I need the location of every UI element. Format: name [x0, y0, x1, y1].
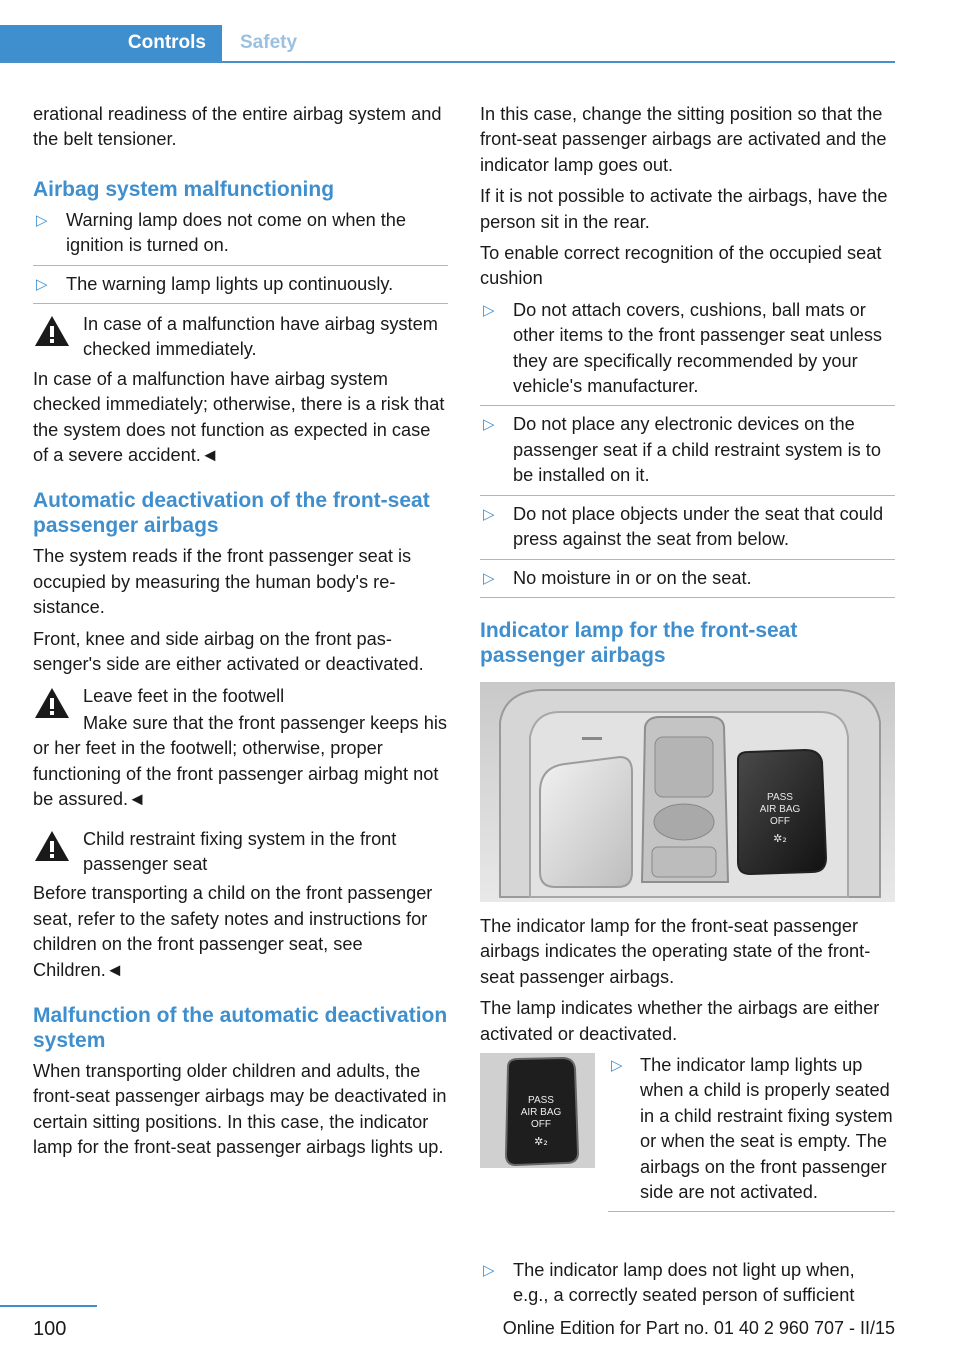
heading-indicator-lamp: Indicator lamp for the front-seat passenger airbags [480, 618, 798, 667]
warning-triangle-icon [33, 314, 71, 348]
left-column [33, 102, 448, 1167]
list-item-text: The warning lamp lights up continuously. [66, 273, 394, 294]
page-number: 100 [33, 1318, 67, 1340]
page-number-rule [0, 1305, 97, 1307]
list-item-text: The indicator lamp lights up when a child is properly seated in a child restraint fixing system or when the seat is empty. The airbags on the front passenger side are not activated. [640, 1054, 893, 1202]
warning-title: In case of a malfunction have airbag system checked immediately. [83, 314, 438, 360]
warning-text: Before transporting a child on the front passenger seat, refer to the safety notes and instructions for children on the front passenger seat, see Children.◄ [33, 883, 433, 980]
list-item-text: Do not place objects under the seat that could press against the seat from below. [513, 503, 884, 550]
right-paragraph-2: If it is not possible to activate the airbags, have the person sit in the rear. [480, 186, 888, 232]
indicator-paragraph-2: The lamp indicates whether the airbags are either activated or deactivated. [480, 998, 880, 1044]
list-item-text: No moisture in or on the seat. [513, 567, 752, 588]
list-item [608, 1053, 895, 1212]
malfunction-paragraph: When transporting older children and adults, the front-seat passenger airbags may be deactivated in certain sitting positions. In this case, the indicator lamp for the front-seat passenger airbags lights up. [33, 1060, 447, 1158]
warning-note [33, 827, 448, 878]
list-item [480, 502, 895, 560]
svg-text:PASS: PASS [528, 1094, 554, 1106]
airbag-panel-photo [480, 682, 895, 902]
warning-text: Make sure that the front passenger keeps his or her feet in the footwell; otherwise, proper functioning of the front passenger airbag might not be assured.◄ [33, 712, 447, 810]
svg-text:✲₂: ✲₂ [534, 1134, 548, 1148]
tab-safety[interactable]: Safety [240, 32, 298, 53]
heading-malfunction-automatic: Malfunction of the automatic deactivation system [33, 1003, 448, 1052]
right-paragraph-1: In this case, change the sitting position so that the front-seat passenger airbags are activated and the indicator lamp goes out. [480, 104, 887, 175]
warning-triangle-icon [33, 686, 71, 720]
right-column [480, 102, 895, 1321]
warning-text: In case of a malfunction have airbag system checked immediately; otherwise, there is a risk that the system does not function as expected in case of a severe accident.◄ [33, 368, 445, 466]
lamp-detail-row [480, 1053, 895, 1258]
list-item [480, 1258, 895, 1315]
list-item-text: Warning lamp does not come on when the ignition is turned on. [66, 209, 407, 256]
warning-triangle-icon [33, 829, 71, 863]
list-item [480, 412, 895, 495]
svg-text:AIR BAG: AIR BAG [759, 803, 801, 815]
svg-text:OFF: OFF [531, 1118, 551, 1130]
triangle-bullet-icon: ▷ [483, 505, 495, 523]
pass-airbag-off-label: PASS [767, 791, 793, 803]
auto-paragraph-1: The system reads if the front passenger seat is occupied by measuring the human body's resistance. [33, 546, 412, 618]
triangle-bullet-icon: ▷ [36, 275, 48, 293]
list-item-text: Do not place any electronic devices on the passenger seat if a child restraint system is to be installed on it. [513, 414, 881, 486]
svg-text:OFF: OFF [770, 815, 790, 827]
intro-paragraph: erational readiness of the entire airbag system and the belt tensioner. [33, 104, 442, 150]
list-item [480, 298, 895, 407]
warning-note [33, 312, 448, 363]
triangle-bullet-icon: ▷ [483, 1261, 495, 1279]
warning-title: Child restraint fixing system in the front passenger seat [83, 828, 397, 874]
header-tabs [0, 25, 895, 63]
right-paragraph-3: To enable correct recognition of the occupied seat cushion [480, 243, 882, 289]
warning-title: Leave feet in the footwell [83, 685, 285, 706]
list-item-text: The indicator lamp does not light up when, e.g., a correctly seated person of sufficient [513, 1259, 855, 1306]
list-item [33, 272, 448, 304]
heading-airbag-malfunction: Airbag system malfunctioning [33, 177, 335, 201]
heading-automatic-deactivation: Automatic deactivation of the front-seat passenger airbags [33, 489, 430, 538]
list-item [33, 208, 448, 266]
svg-text:AIR BAG: AIR BAG [520, 1106, 562, 1118]
airbag-off-lamp-image [480, 1053, 595, 1168]
triangle-bullet-icon: ▷ [611, 1056, 623, 1074]
triangle-bullet-icon: ▷ [36, 211, 48, 229]
edition-footer: Online Edition for Part no. 01 40 2 960 707 - II/15 [502, 1318, 895, 1338]
auto-paragraph-2: Front, knee and side airbag on the front passenger's side are either activated or deactivated. [33, 628, 424, 675]
triangle-bullet-icon: ▷ [483, 569, 495, 587]
warning-note [33, 684, 448, 709]
indicator-paragraph-1: The indicator lamp for the front-seat passenger airbags indicates the operating state of the front-seat passenger airbags. [480, 915, 871, 987]
triangle-bullet-icon: ▷ [483, 301, 495, 319]
tab-controls[interactable]: Controls [0, 25, 222, 61]
triangle-bullet-icon: ▷ [483, 416, 495, 434]
list-item-text: Do not attach covers, cushions, ball mats or other items to the front passenger seat unless they are specifically recommended by your vehicle's manufacturer. [513, 299, 883, 397]
svg-text:✲₂: ✲₂ [773, 831, 787, 845]
list-item [480, 566, 895, 598]
